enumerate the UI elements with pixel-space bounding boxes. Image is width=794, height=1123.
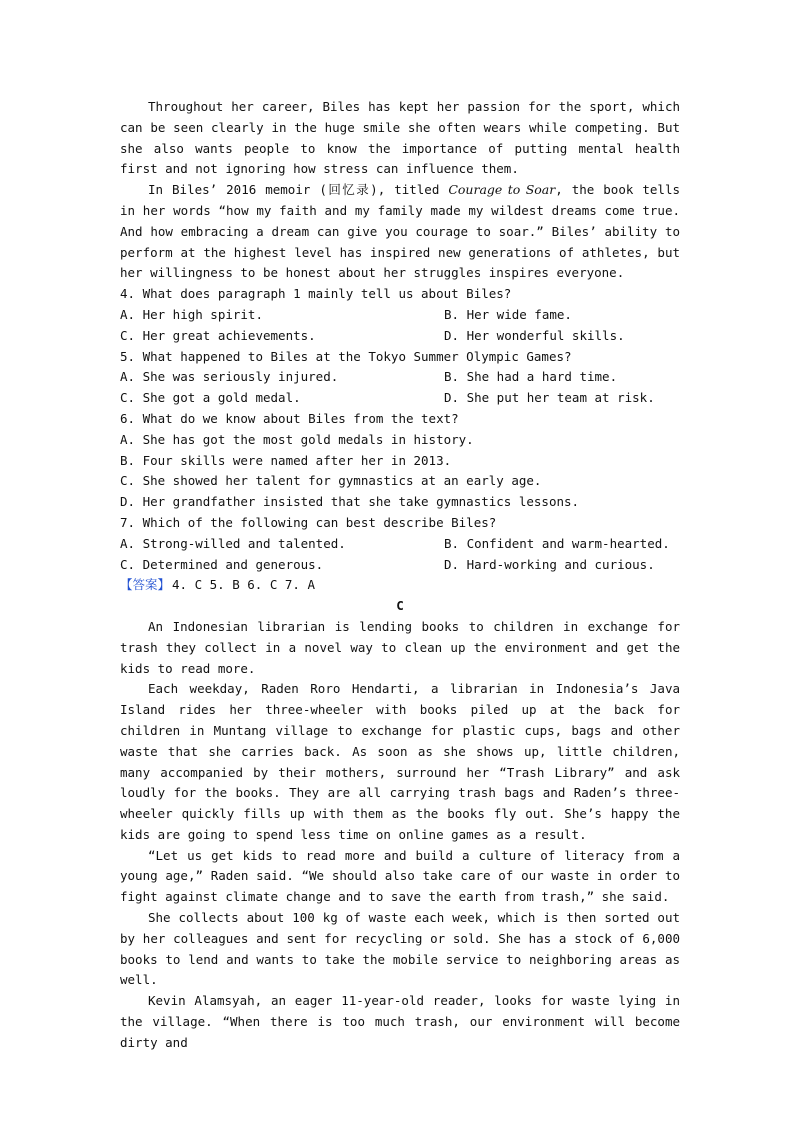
answer-label: 【答案】 [120,577,171,593]
question-5: 5. What happened to Biles at the Tokyo Summer Olympic Games? [120,348,572,364]
option-4a: A. Her high spirit. [120,306,263,322]
option-7c: C. Determined and generous. [120,556,324,572]
option-4d: D. Her wonderful skills. [444,327,625,343]
question-4-options-row-2 [120,326,680,347]
option-6c: C. She showed her talent for gymnastics at an early age. [120,473,542,489]
document-page [120,97,680,1054]
paragraph-c-3: “Let us get kids to read more and build a culture of literacy from a young age,” Raden said. “We should also take care of our waste in order to fight against climate change and to save the earth from trash,” she said. [120,847,680,905]
question-7: 7. Which of the following can best describe Biles? [120,514,497,530]
paragraph-c-4: She collects about 100 kg of waste each week, which is then sorted out by her colleagues and sent for recycling or sold. She has a stock of 6,000 books to lend and wants to take the mobile service to neighboring areas as well. [120,910,680,988]
question-6: 6. What do we know about Biles from the text? [120,410,459,426]
paragraph-b-2-end: , the book tells in her words “how my faith and my family made my wildest dreams come true. And how embracing a dream can give you courage to soar.” Biles’ ability to perform at the highest level has inspired new generations of athletes, but her willingness to be honest about her struggles inspires everyone. [120,182,680,281]
section-c-heading: C [396,598,404,614]
question-7-options-row-1 [120,534,680,555]
option-4c: C. Her great achievements. [120,327,316,343]
question-4-options-row-1 [120,305,680,326]
question-5-options-row-1 [120,367,680,388]
paragraph-c-5: Kevin Alamsyah, an eager 11-year-old reader, looks for waste lying in the village. “When there is too much trash, our environment will become dirty and [120,993,680,1050]
option-6a: A. She has got the most gold medals in history. [120,431,474,447]
option-7a: A. Strong-willed and talented. [120,535,346,551]
option-5a: A. She was seriously injured. [120,369,339,385]
answer-text: 4. C 5. B 6. C 7. A [172,577,316,593]
paragraph-c-2: Each weekday, Raden Roro Hendarti, a librarian in Indonesia’s Java Island rides her three-wheeler with books piled up at the back for children in Muntang village to exchange for plastic cups, bags and other waste that she carries back. As soon as she shows up, little children, many accompanied by their mothers, surround her “Trash Library” and ask loudly for the books. They are all carrying trash bags and Raden’s three-wheeler quickly fills up with them as the books fly out. She’s happy the kids are going to spend less time on online games as a result. [120,681,680,842]
option-4b: B. Her wide fame. [444,306,572,322]
paragraph-c-1: An Indonesian librarian is lending books to children in exchange for trash they collect in a novel way to clean up the environment and get the kids to read more. [120,618,680,676]
question-5-options-row-2 [120,388,680,409]
question-7-options-row-2 [120,555,680,576]
book-title: Courage to Soar [448,182,556,198]
option-5c: C. She got a gold medal. [120,390,301,406]
paragraph-b-1: Throughout her career, Biles has kept her passion for the sport, which can be seen clearly in the huge smile she often wears while competing. But she also wants people to know the importance of putting mental health first and not ignoring how stress can influence them. [120,99,680,177]
paragraph-b-2 [120,180,680,284]
option-5b: B. She had a hard time. [444,369,618,385]
answer-key [120,575,680,596]
option-6d: D. Her grandfather insisted that she take gymnastics lessons. [120,494,580,510]
option-6b: B. Four skills were named after her in 2013. [120,452,452,468]
question-4: 4. What does paragraph 1 mainly tell us about Biles? [120,286,512,302]
option-5d: D. She put her team at risk. [444,390,655,406]
option-7d: D. Hard-working and curious. [444,556,655,572]
paragraph-b-2-start: In Biles’ 2016 memoir (回忆录), titled [148,182,449,198]
option-7b: B. Confident and warm-hearted. [444,535,670,551]
